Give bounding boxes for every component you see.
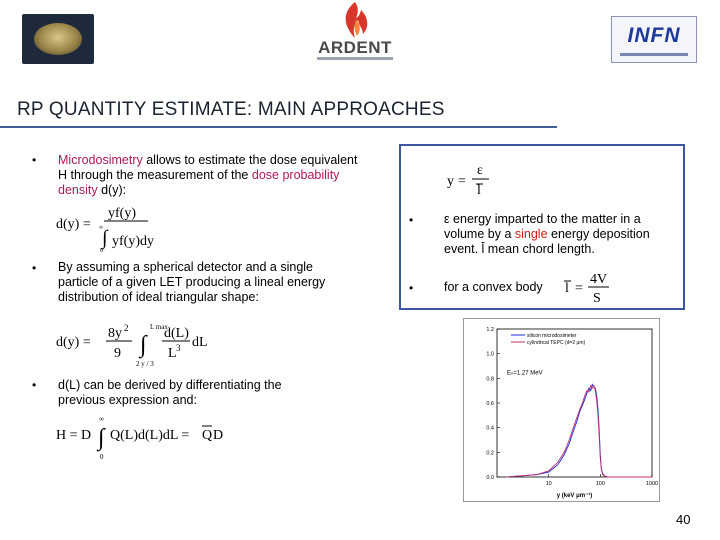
- equation-triangular-distribution: [56, 320, 226, 368]
- right-item-2-dot: •: [409, 281, 414, 295]
- svg-text:Q(L)d(L)dL =: Q(L)d(L)dL =: [110, 428, 190, 443]
- y-tick-label: 0.4: [486, 425, 494, 432]
- svg-text:9: 9: [114, 346, 121, 361]
- x-tick-label: 100: [595, 481, 605, 487]
- svg-text:H = D: H = D: [56, 428, 92, 443]
- svg-text:3: 3: [176, 343, 181, 353]
- title-underline: [0, 126, 557, 128]
- energy-annotation: Eₙ=1.27 MeV: [507, 370, 543, 377]
- svg-text:8y: 8y: [108, 326, 122, 341]
- convex-body-denominator: S: [593, 291, 601, 306]
- chart-svg: [464, 319, 661, 503]
- page-number: 40: [676, 512, 691, 527]
- svg-text:d(L): d(L): [164, 326, 189, 341]
- legend-label-2: cylindrical TEPC (d=2 μm): [527, 340, 586, 346]
- bullet-1-highlight-dose-density: dose probability density: [58, 168, 340, 197]
- svg-text:=: =: [458, 174, 466, 189]
- bullet-1-highlight-microdosimetry: Microdosimetry: [58, 153, 143, 167]
- lineal-energy-lhs: y: [447, 174, 454, 189]
- svg-text:0: 0: [100, 248, 103, 252]
- svg-text:L: L: [168, 346, 177, 361]
- medallion-badge: [34, 23, 82, 55]
- right-item-2-text: for a convex body: [444, 280, 543, 294]
- svg-text:d(y) =: d(y) =: [56, 217, 91, 232]
- equation-dose-equivalent: [56, 413, 246, 461]
- y-tick-label: 0.6: [486, 401, 494, 407]
- right-item-1-dot: •: [409, 213, 414, 227]
- medallion-logo-icon: [22, 14, 94, 64]
- y-tick-label: 1.0: [486, 351, 494, 358]
- svg-text:∫: ∫: [140, 332, 147, 358]
- equation-convex-body: [563, 268, 613, 308]
- svg-text:∞: ∞: [99, 225, 104, 231]
- bullet-3-dot: •: [32, 378, 37, 392]
- svg-text:l: l: [565, 281, 569, 296]
- series-line-2: [506, 386, 652, 477]
- bullet-1-text: [58, 153, 358, 198]
- y-tick-label: 0.2: [486, 450, 494, 457]
- equation-dose-density: [56, 202, 176, 252]
- bullet-2-text: By assuming a spherical detector and a single particle of a given LET producing a lineal energy distribution of ideal triangular shape:: [58, 260, 326, 304]
- y-tick-label: 1.2: [486, 327, 494, 333]
- svg-text:l: l: [477, 183, 481, 198]
- svg-text:Q: Q: [202, 428, 213, 443]
- bullet-2-dot: •: [32, 261, 37, 275]
- svg-text:yf(y)dy: yf(y)dy: [112, 234, 154, 249]
- right-item-1-pre: ε energy imparted to the matter in a volume by a: [444, 212, 641, 241]
- ardent-logo-text: ARDENT: [318, 38, 392, 57]
- svg-text:0: 0: [100, 453, 104, 461]
- right-item-1-text: [444, 212, 680, 257]
- lineal-energy-numerator: ε: [477, 163, 483, 178]
- infn-logo-subtitle-bar: [620, 53, 688, 56]
- page-title: RP QUANTITY ESTIMATE: MAIN APPROACHES: [17, 99, 445, 120]
- bullet-1-mid: allows to estimate the dose equivalent H through the measurement of the: [58, 153, 358, 182]
- infn-logo-text: INFN: [627, 24, 681, 47]
- ardent-logo-underline: [317, 57, 393, 60]
- svg-text:∞: ∞: [99, 415, 104, 423]
- x-tick-label: 1000: [645, 481, 659, 487]
- svg-text:L max: L max: [150, 323, 168, 331]
- mean-chord-symbol: l̄: [481, 242, 485, 256]
- svg-text:∫: ∫: [102, 227, 108, 249]
- right-item-1-post: energy deposition event.: [444, 227, 650, 256]
- svg-text:dL: dL: [192, 335, 208, 350]
- right-item-1-tail: mean chord length.: [484, 242, 595, 256]
- y-tick-label: 0.0: [486, 475, 494, 481]
- svg-text:yf(y): yf(y): [108, 206, 136, 221]
- bullet-1-dot: •: [32, 153, 37, 167]
- y-tick-label: 0.8: [486, 376, 494, 383]
- plot-frame: [497, 329, 652, 477]
- svg-text:2: 2: [124, 323, 129, 333]
- ardent-logo: [313, 0, 397, 64]
- x-tick-label: 10: [545, 481, 552, 487]
- svg-text:∫: ∫: [98, 425, 105, 451]
- convex-body-numerator: 4V: [590, 272, 608, 287]
- right-item-1-highlight-single: single: [514, 227, 548, 241]
- svg-text:=: =: [575, 281, 583, 296]
- series-line-1: [506, 385, 652, 478]
- svg-text:D: D: [213, 428, 224, 443]
- bullet-3-text: d(L) can be derived by differentiating the previous expression and:: [58, 378, 282, 407]
- equation-lineal-energy: [447, 158, 507, 198]
- svg-text:2 y / 3: 2 y / 3: [136, 360, 154, 368]
- x-axis-label: y (keV μm⁻¹): [556, 493, 593, 499]
- svg-text:d(y) =: d(y) =: [56, 335, 91, 350]
- infn-logo: [611, 16, 697, 63]
- microdosimetric-spectrum-chart: [463, 318, 660, 502]
- bullet-1-post: d(y):: [97, 183, 127, 197]
- flame-logo-icon: [313, 0, 397, 40]
- legend-label-1: silicon microdosimeter: [527, 333, 577, 339]
